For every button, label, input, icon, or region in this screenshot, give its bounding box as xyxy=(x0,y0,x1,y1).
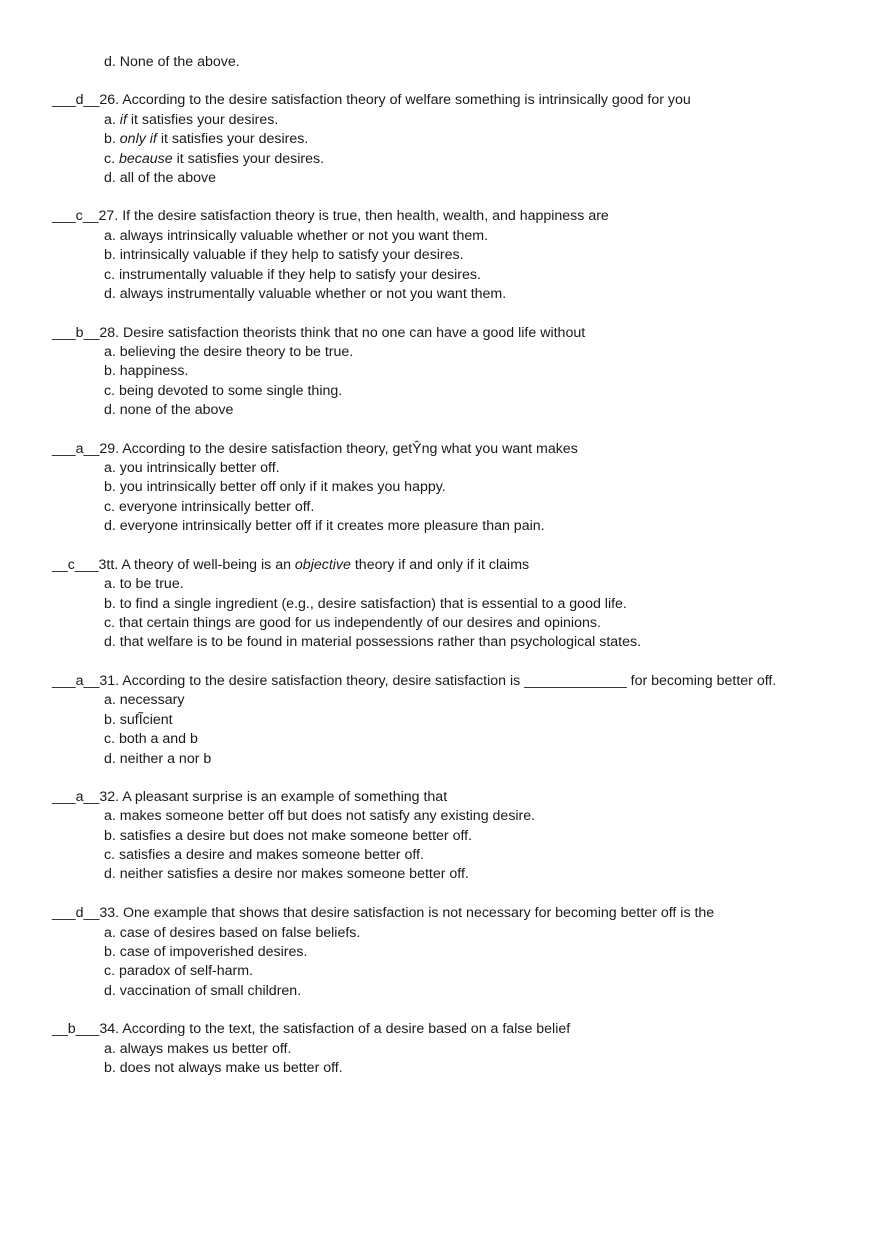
option-a: a. makes someone better off but does not satisfy any existing desire. xyxy=(104,808,536,824)
option-d: d. neither satisfies a desire nor makes someone better off. xyxy=(104,866,469,882)
option-a: a. necessary xyxy=(104,692,185,708)
option-b: b. does not always make us better off. xyxy=(104,1060,343,1076)
answer-blank: ___a__ xyxy=(52,789,100,805)
question-text: 28. Desire satisfaction theorists think that no one can have a good life without xyxy=(99,325,586,341)
option-b: b. you intrinsically better off only if it makes you happy. xyxy=(104,479,446,495)
option-d: d. neither a nor b xyxy=(104,751,212,767)
option-a: a. believing the desire theory to be true. xyxy=(104,344,354,360)
question-29 xyxy=(52,440,578,459)
question-33 xyxy=(52,904,714,923)
question-text: 31. According to the desire satisfaction theory, desire satisfaction is _____________ for becoming better off. xyxy=(99,673,777,689)
option-b: b. only if it satisfies your desires. xyxy=(104,131,309,147)
answer-blank: ___d__ xyxy=(52,905,100,921)
option-a: a. you intrinsically better off. xyxy=(104,460,280,476)
option-a: a. always makes us better off. xyxy=(104,1041,292,1057)
question-text: 26. According to the desire satisfaction theory of welfare something is intrinsically good for you xyxy=(99,92,691,108)
question-27 xyxy=(52,207,609,226)
option-c: c. instrumentally valuable if they help to satisfy your desires. xyxy=(104,267,481,283)
answer-blank: ___c__ xyxy=(52,208,99,224)
answer-blank: __c___ xyxy=(52,557,99,573)
question-26 xyxy=(52,91,691,110)
option-d: d. vaccination of small children. xyxy=(104,983,302,999)
option-c: c. that certain things are good for us independently of our desires and opinions. xyxy=(104,615,601,631)
option-d: d. all of the above xyxy=(104,170,217,186)
answer-blank: ___d__ xyxy=(52,92,100,108)
answer-blank: ___b__ xyxy=(52,325,100,341)
question-32 xyxy=(52,788,447,807)
option-a: a. case of desires based on false beliefs. xyxy=(104,925,361,941)
option-c: c. paradox of self-harm. xyxy=(104,963,254,979)
option-c: c. satisfies a desire and makes someone better off. xyxy=(104,847,424,863)
option-b: b. case of impoverished desires. xyxy=(104,944,308,960)
option-c: c. being devoted to some single thing. xyxy=(104,383,343,399)
question-30 xyxy=(52,556,529,575)
option-a: a. if it satisfies your desires. xyxy=(104,112,279,128)
answer-blank: ___a__ xyxy=(52,441,100,457)
question-28 xyxy=(52,324,585,343)
option-d: d. everyone intrinsically better off if it creates more pleasure than pain. xyxy=(104,518,545,534)
option-b: b. satisfies a desire but does not make someone better off. xyxy=(104,828,473,844)
option-a: a. to be true. xyxy=(104,576,184,592)
option-b: b. happiness. xyxy=(104,363,189,379)
question-text: 3tt. A theory of well-being is an objective theory if and only if it claims xyxy=(98,557,530,573)
option-b: b. to find a single ingredient (e.g., desire satisfaction) that is essential to a good life. xyxy=(104,596,627,612)
option-c: c. everyone intrinsically better off. xyxy=(104,499,315,515)
option-a: a. always intrinsically valuable whether or not you want them. xyxy=(104,228,489,244)
option-d: d. none of the above xyxy=(104,402,234,418)
answer-blank: __b___ xyxy=(52,1021,100,1037)
question-text: 32. A pleasant surprise is an example of something that xyxy=(99,789,448,805)
question-text: 33. One example that shows that desire satisfaction is not necessary for becoming better off is the xyxy=(99,905,715,921)
question-34 xyxy=(52,1020,570,1039)
option-b: b. intrinsically valuable if they help to satisfy your desires. xyxy=(104,247,464,263)
question-text: 29. According to the desire satisfaction theory, getŶng what you want makes xyxy=(99,441,578,457)
question-text: 34. According to the text, the satisfaction of a desire based on a false belief xyxy=(99,1021,571,1037)
answer-blank: ___a__ xyxy=(52,673,100,689)
question-31 xyxy=(52,672,776,691)
option-text: d. None of the above. xyxy=(104,54,240,70)
question-text: 27. If the desire satisfaction theory is true, then health, wealth, and happiness are xyxy=(98,208,609,224)
option-c: c. both a and b xyxy=(104,731,198,747)
option-d: d. that welfare is to be found in material possessions rather than psychological states. xyxy=(104,634,642,650)
option-b: b. sufĨcient xyxy=(104,712,173,728)
option-c: c. because it satisfies your desires. xyxy=(104,151,325,167)
option-d: d. always instrumentally valuable whether or not you want them. xyxy=(104,286,507,302)
